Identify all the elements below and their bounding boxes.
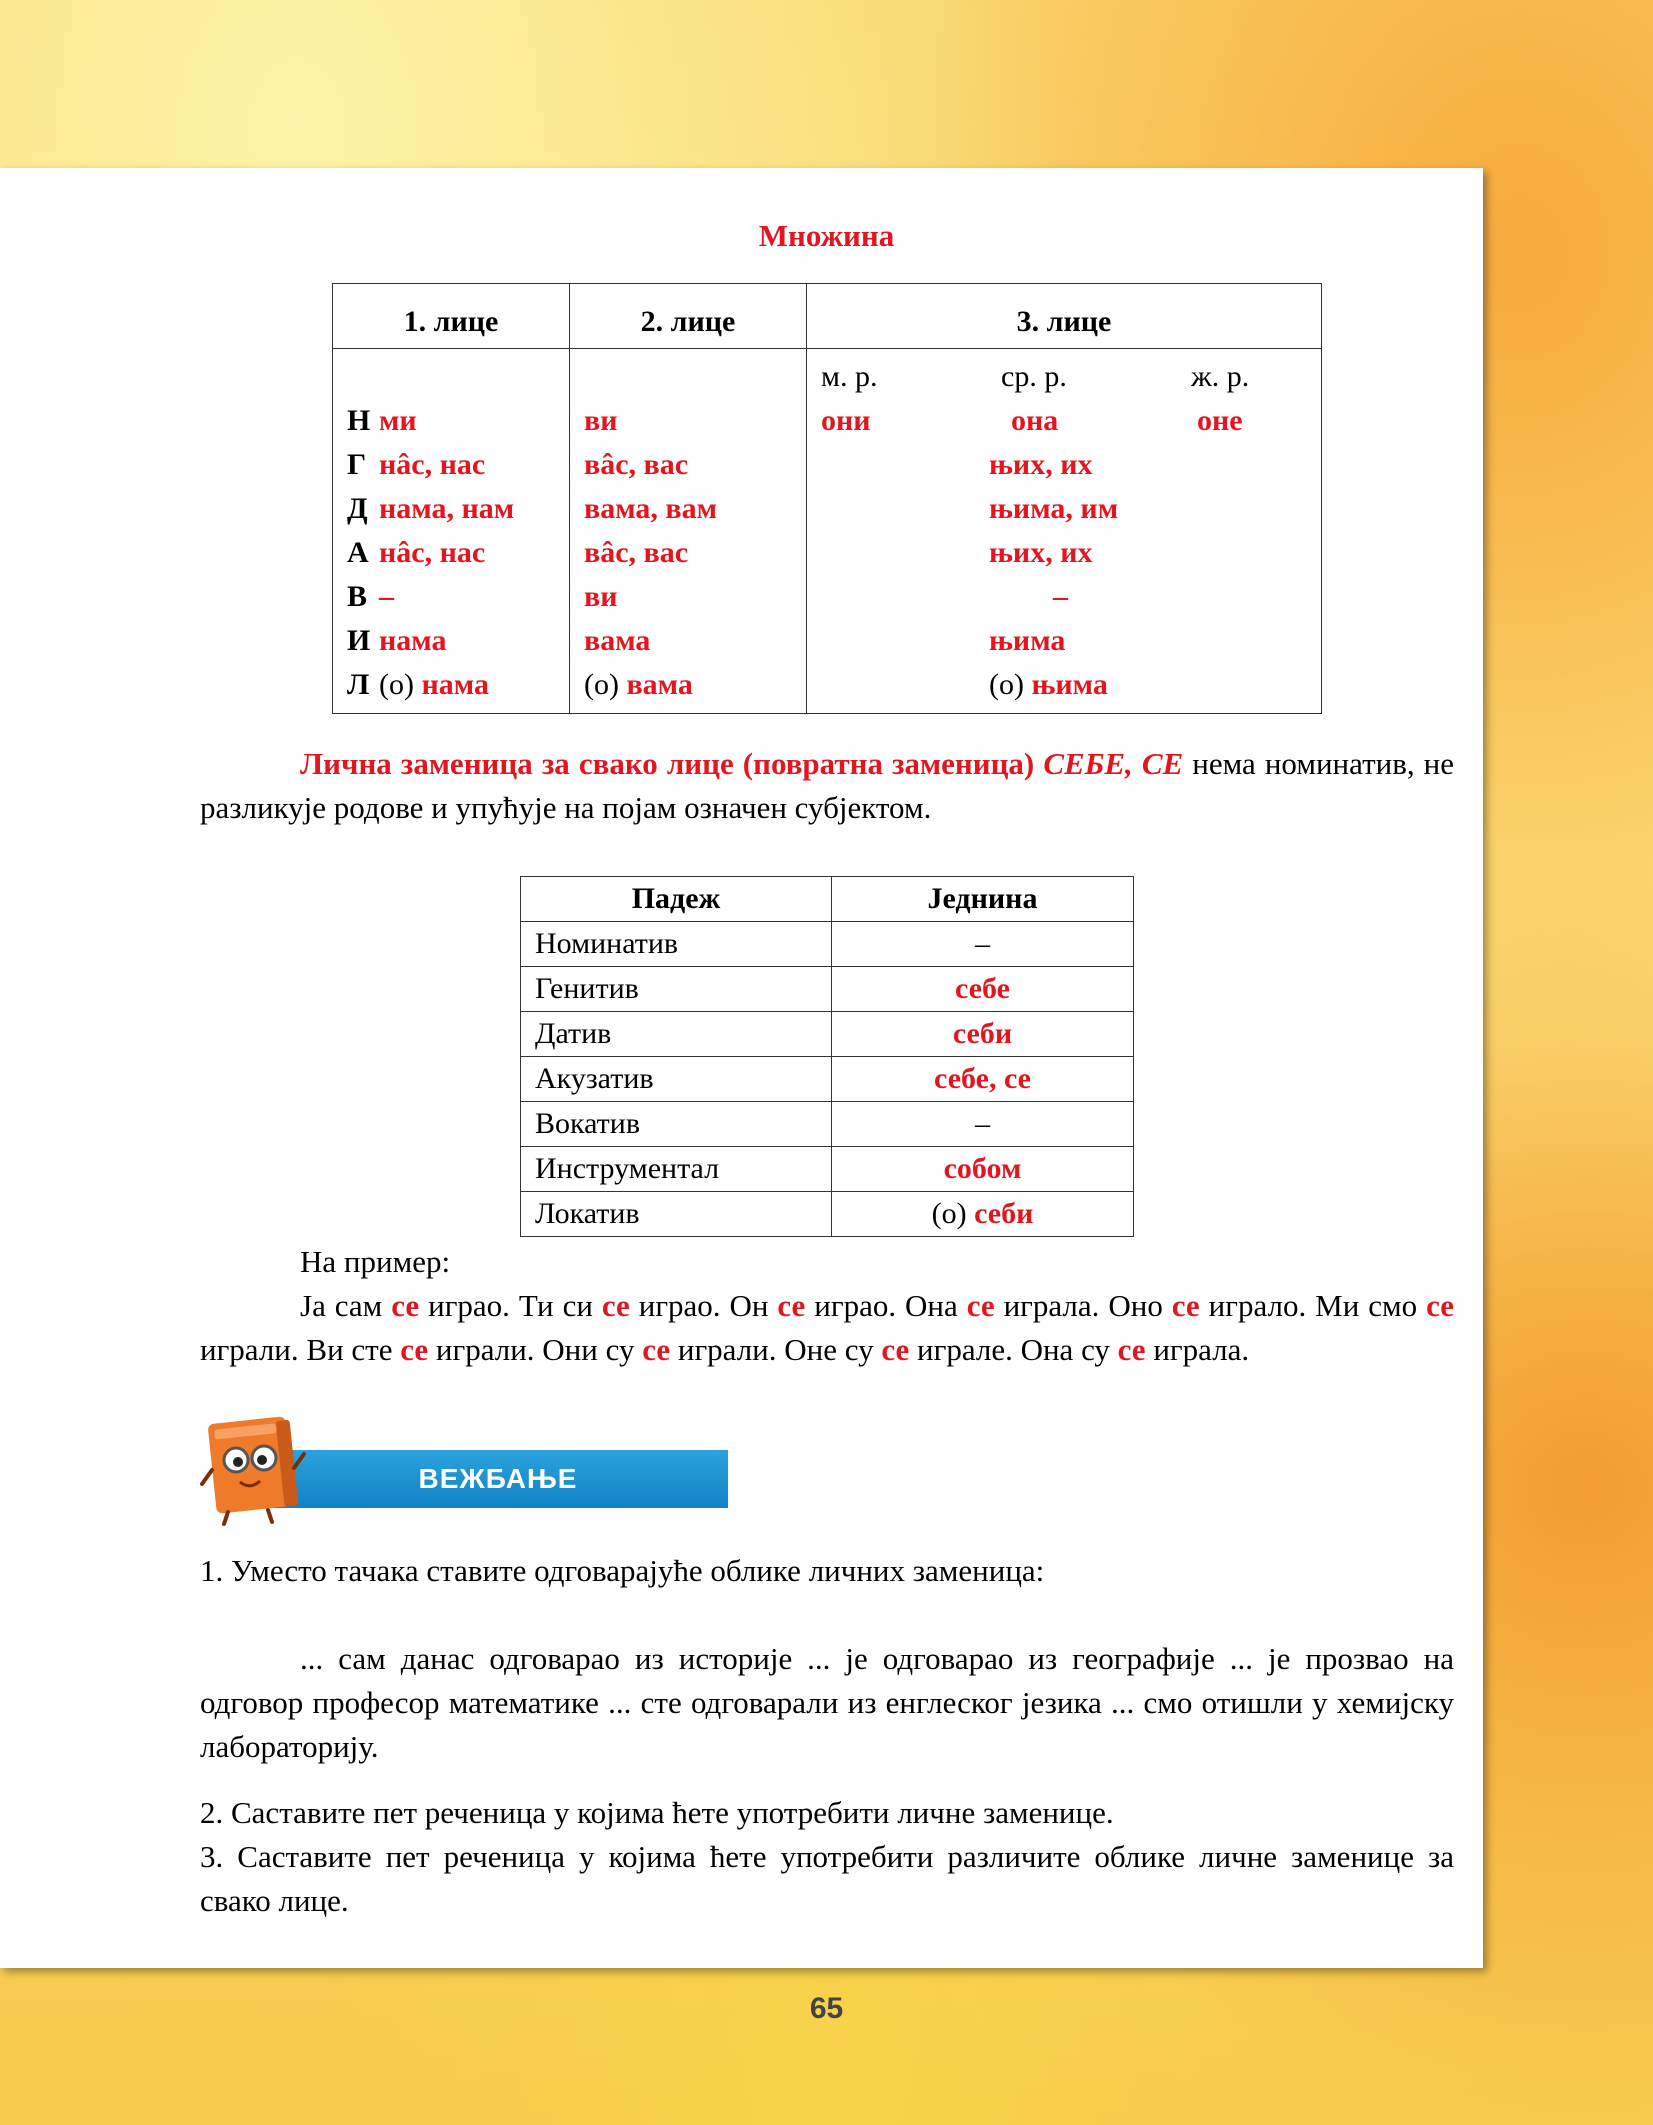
- first-person-column: [333, 349, 570, 714]
- exercise-banner: [198, 1410, 728, 1530]
- table-row: Номинатив –: [521, 922, 1134, 967]
- exercise-3-prompt: 3. Саставите пет реченица у којима ћете употребити различите облике личне заменице за свако лице.: [200, 1839, 1454, 1918]
- header-second-person: 2. лице: [570, 284, 807, 349]
- plural-pronoun-table: [332, 283, 1322, 714]
- case-row: И нама: [347, 624, 447, 657]
- example-paragraph: Ја сам се играо. Ти си се играо. Он се играо. Она се играла. Оно се играло. Ми смо се играли. Ви сте се играли. Они су се играли. Оне су се играле. Она су се играла.: [200, 1288, 1454, 1367]
- exercise-banner-bar: [268, 1450, 728, 1508]
- case-row: Н ми: [347, 404, 417, 437]
- header-third-person: 3. лице: [807, 284, 1322, 349]
- second-person-column: ви вâс, вас вама, вам вâс, вас ви вама (о) вама: [570, 349, 807, 714]
- case-row: А нâс, нас: [347, 536, 486, 569]
- book-mascot-icon: [198, 1410, 328, 1530]
- section-heading: Множина: [758, 218, 895, 253]
- table-row: Локатив (о) себи: [521, 1192, 1134, 1237]
- case-row: Г нâс, нас: [347, 448, 486, 481]
- case-row: Д нама, нам: [347, 492, 515, 525]
- third-person-column: м. р. ср. р. ж. р. они она оне њих, их њима, им њих, их – њима (о) њима: [807, 349, 1322, 714]
- header-first-person: 1. лице: [333, 284, 570, 349]
- table-row: Генитив себе: [521, 967, 1134, 1012]
- table-header-row: [333, 284, 1322, 349]
- page-number: 65: [809, 1992, 844, 2025]
- table-row: Датив себи: [521, 1012, 1134, 1057]
- case-row: Л (о) нама: [347, 668, 489, 701]
- example-label: На пример:: [300, 1244, 451, 1279]
- table-row: Акузатив себе, се: [521, 1057, 1134, 1102]
- exercise-2-prompt: 2. Саставите пет реченица у којима ћете употребити личне заменице.: [200, 1795, 1114, 1830]
- table-header-row: Падеж Једнина: [521, 877, 1134, 922]
- exercise-1-prompt: 1. Уместо тачака ставите одговарајуће облике личних заменица:: [200, 1553, 1045, 1588]
- reflexive-intro-paragraph: Лична заменица за свако лице (повратна заменица) СЕБЕ, СЕ нема номинатив, не разликује родове и упућује на појам означен субјектом.: [200, 746, 1455, 825]
- exercise-banner-label: ВЕЖБАЊЕ: [418, 1463, 578, 1494]
- case-row: В –: [347, 580, 394, 613]
- nominative-forms-row: они она оне: [821, 404, 1243, 437]
- gender-labels-row: м. р. ср. р. ж. р.: [821, 360, 1250, 393]
- table-row: Вокатив –: [521, 1102, 1134, 1147]
- table-row: Инструментал собом: [521, 1147, 1134, 1192]
- reflexive-pronoun-table: [520, 876, 1134, 1237]
- table-body-row: [333, 349, 1322, 714]
- exercise-1-text: ... сам данас одговарао из историје ... је одговарао из географије ... је прозвао на одговор професор математике ... сте одговарали из енглеског језика ... смо отишли у хемијску лабораторију.: [200, 1641, 1454, 1764]
